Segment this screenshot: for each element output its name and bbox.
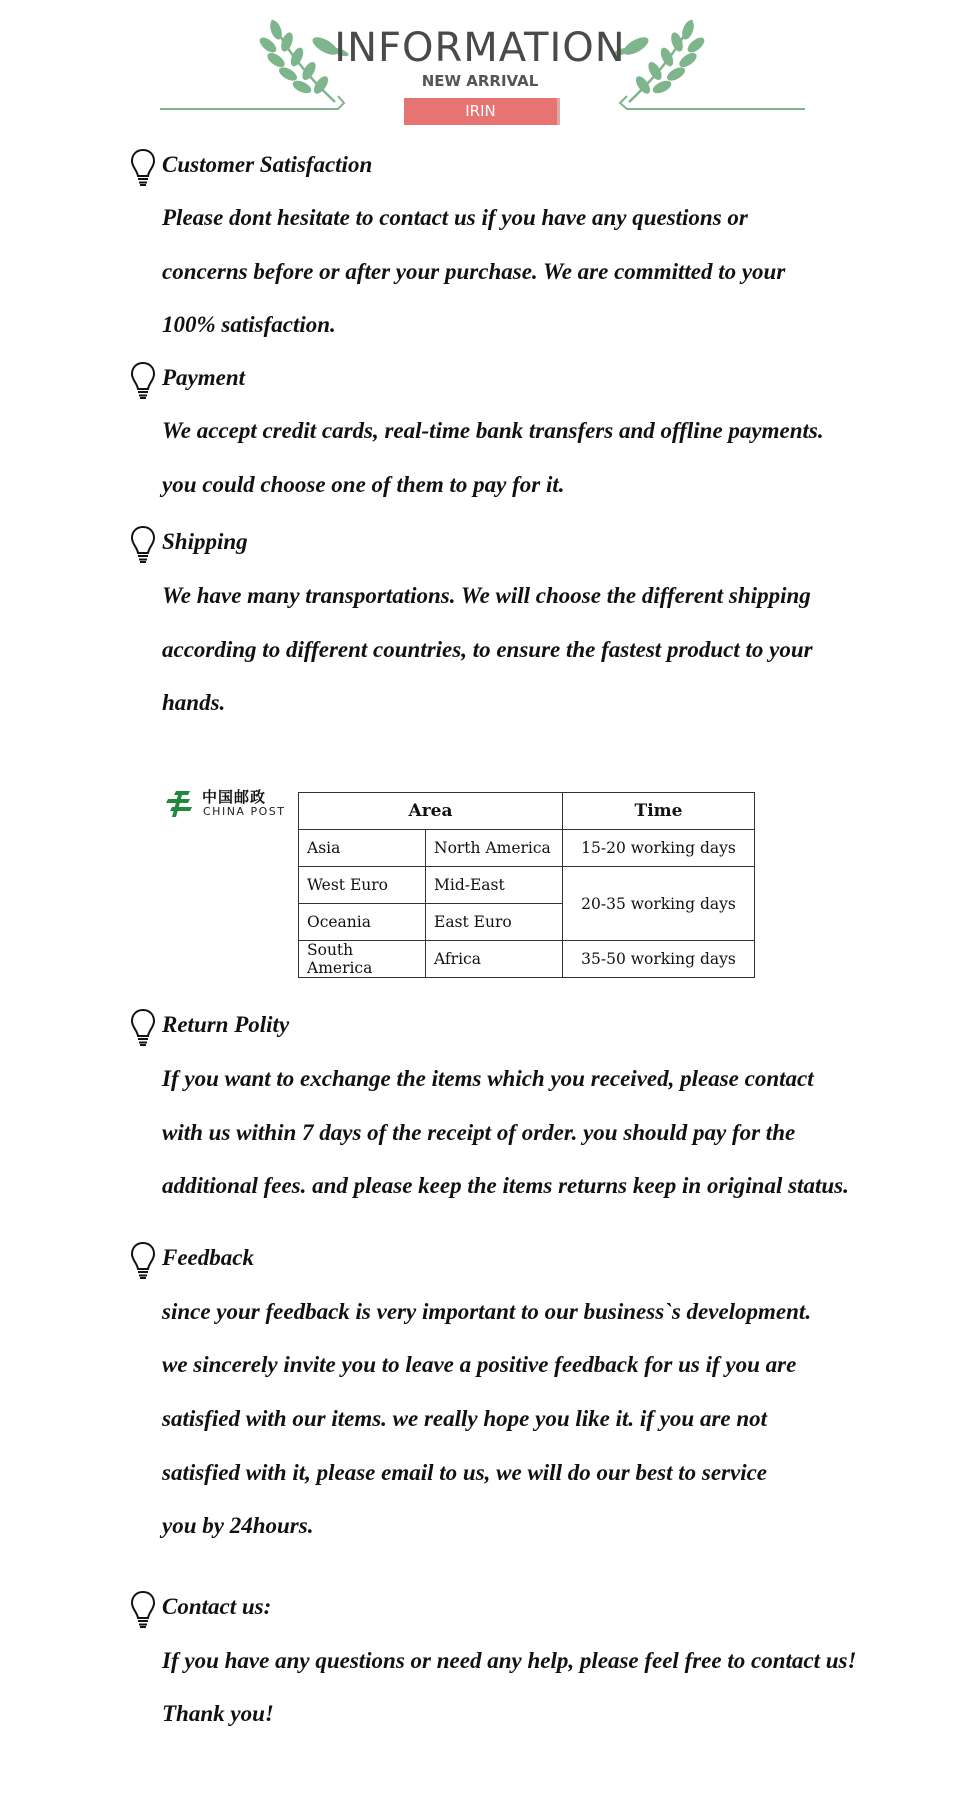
china-post-english-name: CHINA POST bbox=[203, 805, 286, 818]
shipping-line-2: according to different countries, to ensure the fastest product to your bbox=[162, 637, 813, 662]
feedback-line-5: you by 24hours. bbox=[162, 1513, 314, 1538]
section-title-contact-us: Contact us: bbox=[162, 1594, 272, 1619]
table-cell-area: Oceania bbox=[299, 904, 426, 941]
payment-line-1: We accept credit cards, real-time bank transfers and offline payments. bbox=[162, 418, 824, 443]
feedback-line-4: satisfied with it, please email to us, we will do our best to service bbox=[162, 1460, 768, 1485]
table-header-area: Area bbox=[299, 793, 563, 830]
shipping-line-1: We have many transportations. We will choose the different shipping bbox=[162, 583, 811, 608]
page-subtitle: NEW ARRIVAL bbox=[421, 72, 539, 90]
china-post-chinese-name: 中国邮政 bbox=[202, 788, 267, 806]
section-title-shipping: Shipping bbox=[162, 529, 248, 554]
table-cell-area: West Euro bbox=[299, 867, 426, 904]
table-row bbox=[299, 867, 755, 904]
customer-line-2: concerns before or after your purchase. We are committed to your bbox=[162, 259, 786, 284]
table-row bbox=[299, 830, 755, 867]
page-title: INFORMATION bbox=[334, 25, 626, 71]
customer-line-3: 100% satisfaction. bbox=[162, 312, 336, 337]
lightbulb-icon bbox=[130, 1590, 156, 1630]
return-line-1: If you want to exchange the items which you received, please contact bbox=[162, 1066, 814, 1091]
china-post-logo-icon bbox=[166, 789, 196, 819]
section-title-return-polity: Return Polity bbox=[162, 1012, 290, 1037]
feedback-line-3: satisfied with our items. we really hope you like it. if you are not bbox=[162, 1406, 768, 1431]
table-header-time: Time bbox=[563, 793, 755, 830]
section-title-payment: Payment bbox=[162, 365, 246, 390]
lightbulb-icon bbox=[130, 1241, 156, 1281]
table-cell-time: 20-35 working days bbox=[563, 867, 755, 941]
section-title-feedback: Feedback bbox=[162, 1245, 254, 1270]
table-cell-time: 15-20 working days bbox=[563, 830, 755, 867]
contact-line-1: If you have any questions or need any help, please feel free to contact us! bbox=[162, 1648, 857, 1673]
customer-line-1: Please dont hesitate to contact us if you have any questions or bbox=[162, 205, 748, 230]
lightbulb-icon bbox=[130, 1008, 156, 1048]
table-cell-time: 35-50 working days bbox=[563, 941, 755, 978]
table-cell-area: Asia bbox=[299, 830, 426, 867]
feedback-line-1: since your feedback is very important to our business`s development. bbox=[162, 1299, 812, 1324]
shipping-line-3: hands. bbox=[162, 690, 226, 715]
brand-badge: IRIN bbox=[404, 98, 560, 125]
contact-line-2: Thank you! bbox=[162, 1701, 274, 1726]
table-row bbox=[299, 941, 755, 978]
lightbulb-icon bbox=[130, 361, 156, 401]
table-cell-area: North America bbox=[426, 830, 563, 867]
table-cell-area: East Euro bbox=[426, 904, 563, 941]
table-cell-area: South America bbox=[299, 941, 426, 978]
return-line-2: with us within 7 days of the receipt of order. you should pay for the bbox=[162, 1120, 796, 1145]
lightbulb-icon bbox=[130, 525, 156, 565]
table-header-row bbox=[299, 793, 755, 830]
table-cell-area: Mid-East bbox=[426, 867, 563, 904]
lightbulb-icon bbox=[130, 148, 156, 188]
shipping-time-table bbox=[298, 792, 755, 978]
section-title-customer-satisfaction: Customer Satisfaction bbox=[162, 152, 373, 177]
feedback-line-2: we sincerely invite you to leave a positive feedback for us if you are bbox=[162, 1352, 797, 1377]
payment-line-2: you could choose one of them to pay for it. bbox=[162, 472, 565, 497]
return-line-3: additional fees. and please keep the items returns keep in original status. bbox=[162, 1173, 849, 1198]
table-cell-area: Africa bbox=[426, 941, 563, 978]
